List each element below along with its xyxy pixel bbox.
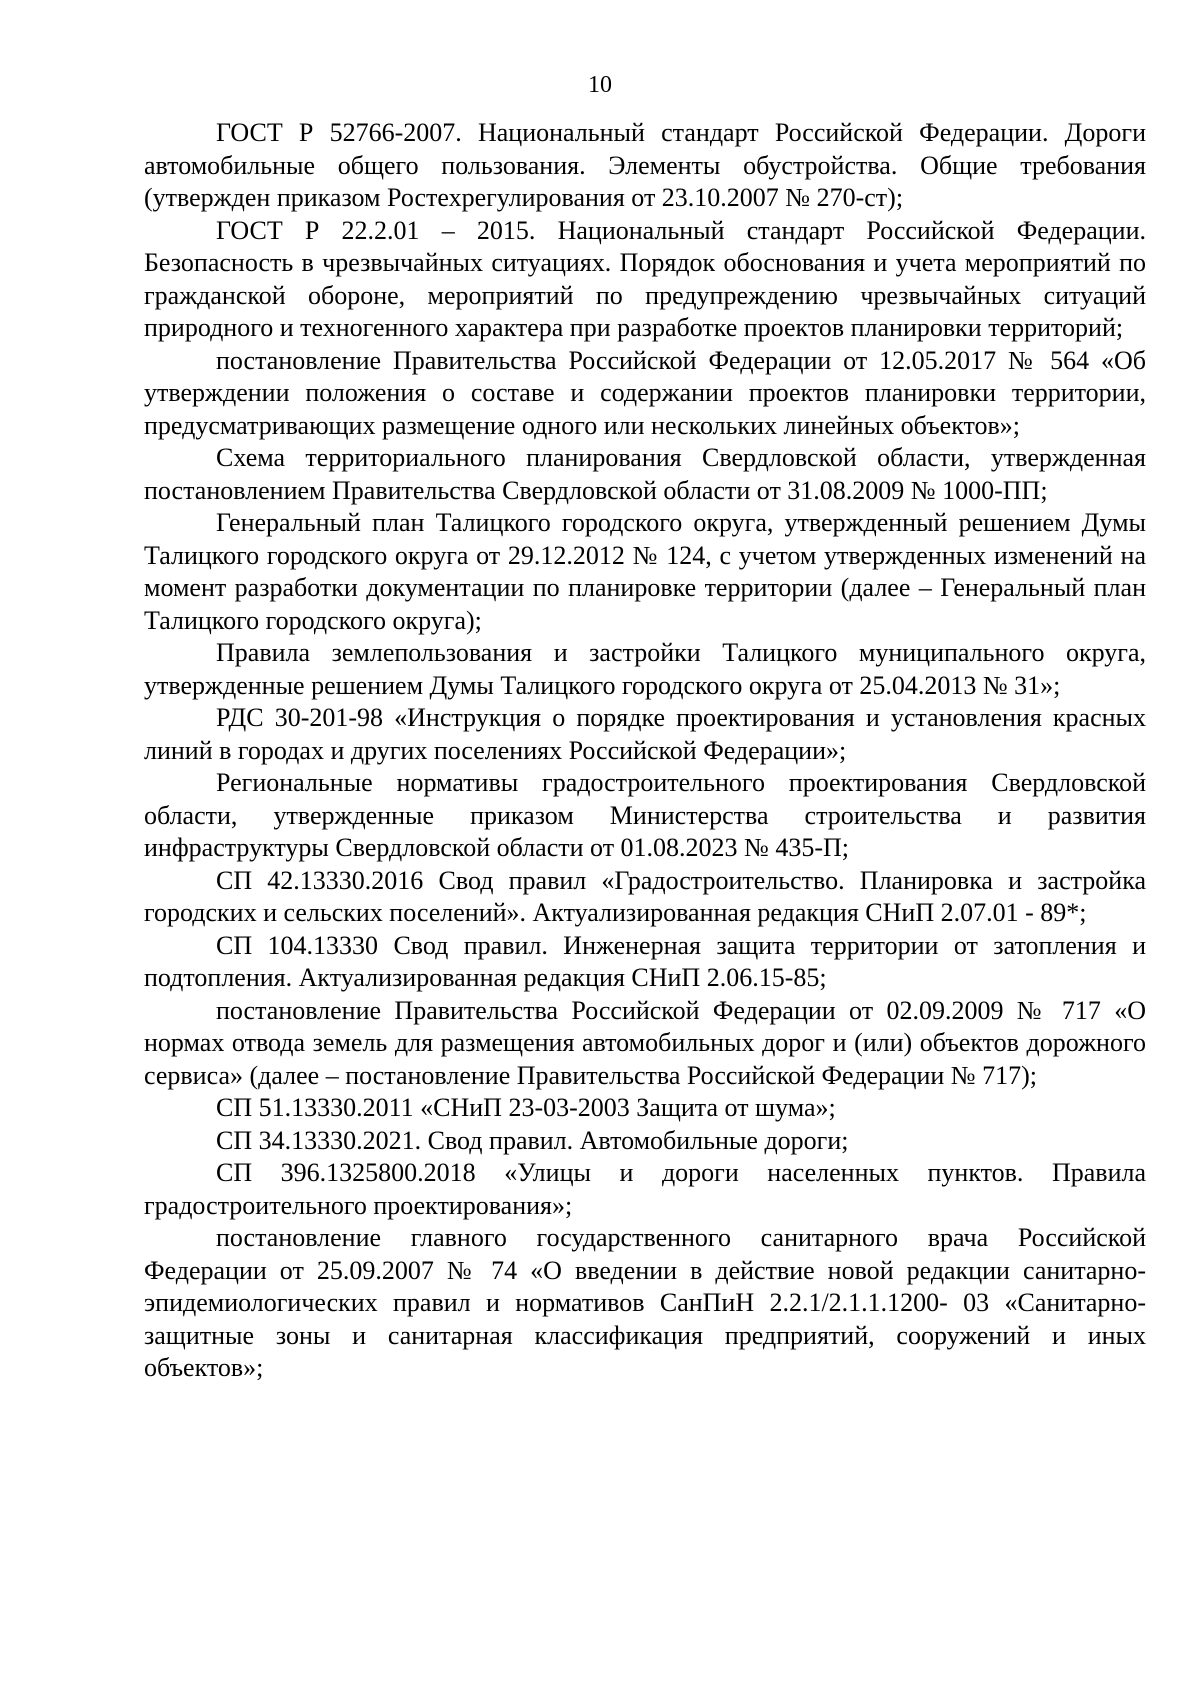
document-body bbox=[144, 117, 1146, 1385]
paragraph-regionalnye-normativy: Региональные нормативы градостроительного проектирования Свердловской области, утвержденные приказом Министерства строительства и развития инфраструктуры Свердловской области от 01.08.2023 № 435-П; bbox=[144, 768, 1146, 862]
paragraph-pravila-zemlepolzovaniya: Правила землепользования и застройки Талицкого муниципального округа, утвержденные решением Думы Талицкого городского округа от 25.04.2013 № 31»; bbox=[144, 638, 1146, 700]
paragraph-skhema-planirovaniya: Схема территориального планирования Свердловской области, утвержденная постановлением Правительства Свердловской области от 31.08.2009 № 1000-ПП; bbox=[144, 443, 1146, 505]
paragraph-sp-42: СП 42.13330.2016 Свод правил «Градостроительство. Планировка и застройка городских и сельских поселений». Актуализированная редакция СНиП 2.07.01 - 89*; bbox=[144, 865, 1146, 927]
paragraph-rds-30-201-98: РДС 30-201-98 «Инструкция о порядке проектирования и установления красных линий в городах и других поселениях Российской Федерации»; bbox=[144, 703, 1146, 765]
paragraph-sp-34: СП 34.13330.2021. Свод правил. Автомобильные дороги; bbox=[216, 1125, 849, 1155]
paragraph-postanovlenie-717: постановление Правительства Российской Федерации от 02.09.2009 № 717 «О нормах отвода земель для размещения автомобильных дорог и (или) объектов дорожного сервиса» (далее – постановление Правительства Российской Федерации № 717); bbox=[144, 995, 1146, 1090]
paragraph-postanovlenie-564: постановление Правительства Российской Федерации от 12.05.2017 № 564 «Об утверждении положения о составе и содержании проектов планировки территории, предусматривающих размещение одного или нескольких линейных объектов»; bbox=[144, 345, 1146, 440]
paragraph-sp-104: СП 104.13330 Свод правил. Инженерная защита территории от затопления и подтопления. Актуализированная редакция СНиП 2.06.15-85; bbox=[144, 930, 1146, 992]
paragraph-generalnyi-plan: Генеральный план Талицкого городского округа, утвержденный решением Думы Талицкого городского округа от 29.12.2012 № 124, с учетом утвержденных изменений на момент разработки документации по планировке территории (далее – Генеральный план Талицкого городского округа); bbox=[144, 508, 1146, 635]
paragraph-gost-52766: ГОСТ Р 52766-2007. Национальный стандарт Российской Федерации. Дороги автомобильные общего пользования. Элементы обустройства. Общие требования (утвержден приказом Ростехрегулирования от 23.10.2007 № 270-ст); bbox=[144, 118, 1146, 212]
paragraph-sanpin: постановление главного государственного санитарного врача Российской Федерации от 25.09.2007 № 74 «О введении в действие новой редакции санитарно-эпидемиологических правил и нормативов СанПиН 2.2.1/2.1.1.1200- 03 «Санитарно-защитные зоны и санитарная классификация предприятий, сооружений и иных объектов»; bbox=[144, 1223, 1146, 1382]
paragraph-sp-51: СП 51.13330.2011 «СНиП 23-03-2003 Защита от шума»; bbox=[216, 1093, 836, 1122]
paragraph-gost-22-2-01: ГОСТ Р 22.2.01 – 2015. Национальный стандарт Российской Федерации. Безопасность в чрезвычайных ситуациях. Порядок обоснования и учета мероприятий по гражданской обороне, мероприятий по предупреждению чрезвычайных ситуаций природного и техногенного характера при разработке проектов планировки территорий; bbox=[144, 215, 1146, 342]
page-number: 10 bbox=[588, 72, 612, 98]
paragraph-sp-396: СП 396.1325800.2018 «Улицы и дороги населенных пунктов. Правила градостроительного проектирования»; bbox=[144, 1158, 1146, 1220]
